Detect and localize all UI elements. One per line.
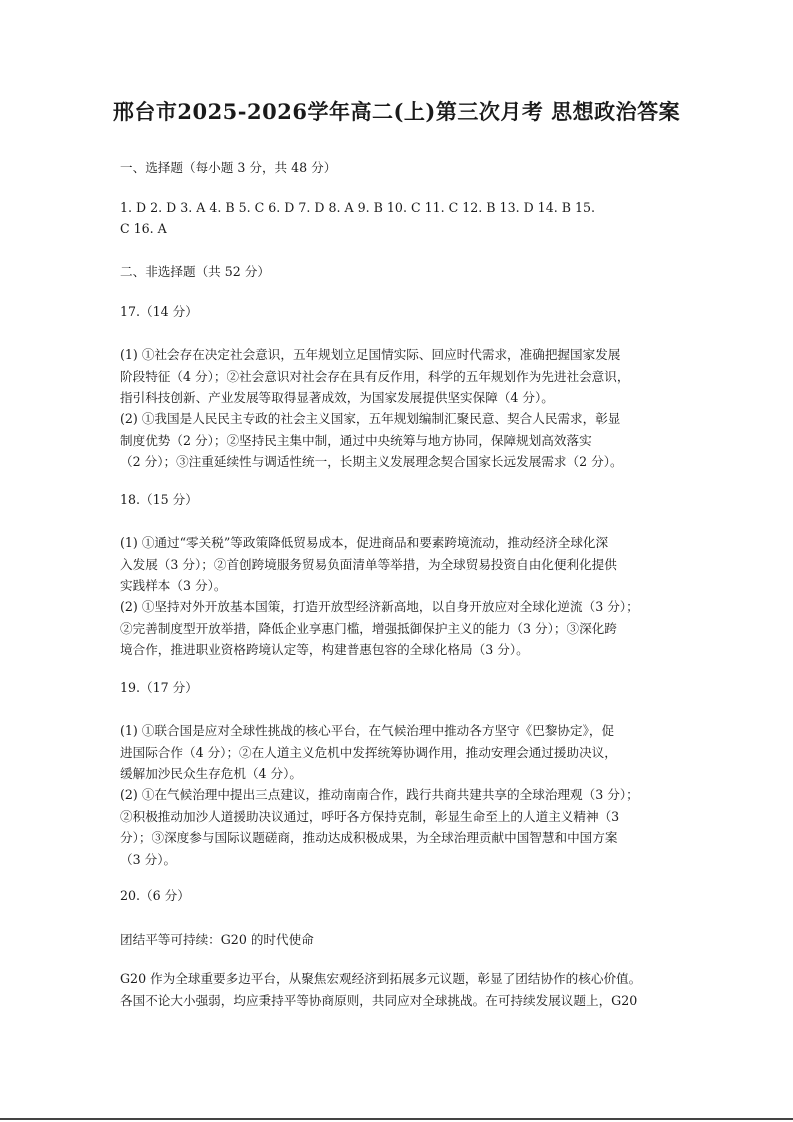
text-line: 制度优势（2 分）；②坚持民主集中制，通过中央统筹与地方协同，保障规划高效落实 [120, 432, 592, 448]
text-line: (1) ①社会存在决定社会意识，五年规划立足国情实际、回应时代需求，准确把握国家发展 [120, 347, 621, 362]
text-line: 实践样本（3 分）。 [120, 578, 227, 593]
question-19-header: 19.（17 分） [120, 680, 198, 695]
text-line: 分）；③深度参与国际议题磋商，推动达成积极成果，为全球治理贡献中国智慧和中国方案 [120, 830, 618, 845]
essay-body [120, 968, 680, 1011]
text-line: 各国不论大小强弱，均应秉持平等协商原则，共同应对全球挑战。在可持续发展议题上，G20 [120, 992, 638, 1008]
text-line: 缓解加沙民众生存危机（4 分）。 [120, 766, 303, 781]
essay-title: 团结平等可持续：G20 的时代使命 [120, 932, 314, 947]
text-line: (2) ①在气候治理中提出三点建议，推动南南合作，践行共商共建共享的全球治理观（3 分）； [120, 787, 639, 802]
text-line: （3 分）。 [120, 851, 177, 867]
section-one-heading: 一、选择题（每小题 3 分，共 48 分） [120, 160, 337, 175]
section-two-heading: 二、非选择题（共 52 分） [120, 264, 270, 279]
text-line: G20 作为全球重要多边平台，从聚焦宏观经济到拓展多元议题，彰显了团结协作的核心价值。 [120, 971, 642, 986]
question-17-header: 17.（14 分） [120, 304, 198, 319]
text-line: (2) ①我国是人民民主专政的社会主义国家，五年规划编制汇聚民意、契合人民需求，彰显 [120, 411, 621, 426]
page-title: 邢台市2025-2026学年高二(上)第三次月考 思想政治答案 [112, 99, 681, 124]
text-line: 指引科技创新、产业发展等取得显著成效，为国家发展提供坚实保障（4 分）。 [120, 390, 554, 405]
question-18-part-2 [120, 596, 680, 661]
question-19-part-2 [120, 784, 680, 870]
text-line: (1) ①通过“零关税”等政策降低贸易成本，促进商品和要素跨境流动，推动经济全球化深 [120, 535, 609, 550]
text-line: ②积极推动加沙人道援助决议通过，呼吁各方保持克制，彰显生命至上的人道主义精神（3 [120, 808, 620, 824]
answer-key-line-2: C 16. A [120, 221, 167, 236]
answer-key-line-1: 1. D 2. D 3. A 4. B 5. C 6. D 7. D 8. A 9. B 10. C 11. C 12. B 13. D 14. B 15. [120, 200, 596, 215]
text-line: 境合作，推进职业资格跨境认定等，构建普惠包容的全球化格局（3 分）。 [120, 642, 529, 657]
page-bottom-rule [0, 1118, 793, 1120]
question-17-part-2 [120, 408, 680, 473]
text-line: 进国际合作（4 分）；②在人道主义危机中发挥统筹协调作用，推动安理会通过援助决议， [120, 744, 617, 760]
question-19-part-1 [120, 720, 680, 785]
text-line: （2 分）；③注重延续性与调适性统一，长期主义发展理念契合国家长远发展需求（2 分）。 [120, 454, 623, 469]
text-line: (1) ①联合国是应对全球性挑战的核心平台，在气候治理中推动各方坚守《巴黎协定》，促 [120, 723, 615, 738]
text-line: (2) ①坚持对外开放基本国策，打造开放型经济新高地，以自身开放应对全球化逆流（3 分）； [120, 599, 639, 614]
question-18-part-1 [120, 532, 680, 597]
text-line: ②完善制度型开放举措，降低企业享惠门槛，增强抵御保护主义的能力（3 分）；③深化跨 [120, 620, 617, 636]
question-20-header: 20.（6 分） [120, 888, 190, 903]
question-17-part-1 [120, 344, 680, 409]
text-line: 入发展（3 分）；②首创跨境服务贸易负面清单等举措，为全球贸易投资自由化便利化提供 [120, 556, 617, 572]
text-line: 阶段特征（4 分）；②社会意识对社会存在具有反作用，科学的五年规划作为先进社会意识， [120, 368, 630, 384]
question-18-header: 18.（15 分） [120, 492, 198, 507]
